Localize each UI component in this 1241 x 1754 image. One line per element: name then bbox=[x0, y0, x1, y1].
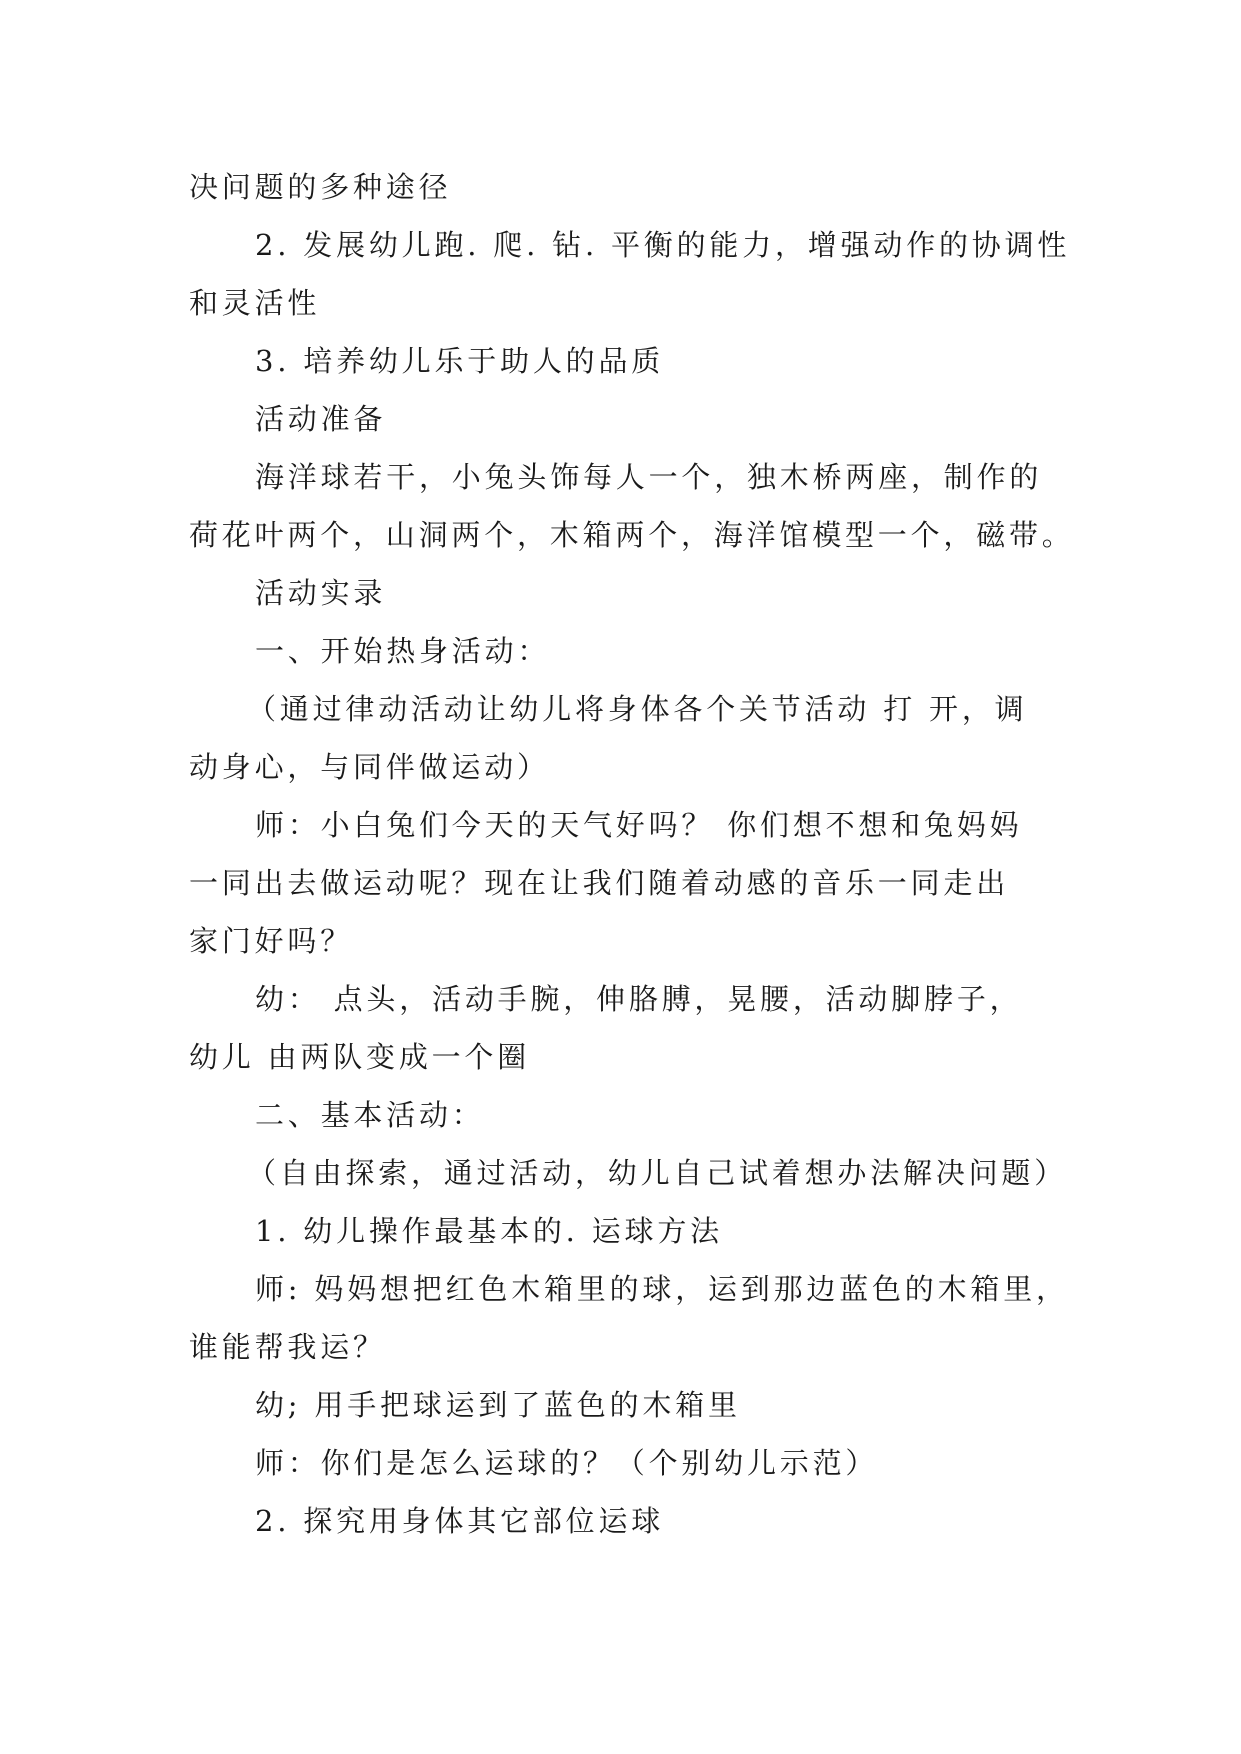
paragraph-line: 家门好吗？ bbox=[189, 924, 354, 958]
paragraph-line: 幼： 点头，活动手腕，伸胳膊，晃腰，活动脚脖子， bbox=[255, 982, 1023, 1016]
section-heading: 活动实录 bbox=[255, 576, 387, 610]
section-heading: 活动准备 bbox=[255, 402, 387, 436]
paragraph-line: 幼儿 由两队变成一个圈 bbox=[189, 1040, 531, 1074]
paragraph-line: 2. 发展幼儿跑. 爬. 钻. 平衡的能力，增强动作的协调性 bbox=[255, 228, 1071, 262]
paragraph-line: 幼; 用手把球运到了蓝色的木箱里 bbox=[255, 1388, 741, 1422]
paragraph-line: （通过律动活动让幼儿将身体各个关节活动 打 开，调 bbox=[247, 692, 1028, 726]
section-heading: 一、开始热身活动： bbox=[255, 634, 551, 668]
paragraph-line: 决问题的多种途径 bbox=[189, 170, 452, 204]
paragraph-line: 师：你们是怎么运球的？（个别幼儿示范） bbox=[255, 1446, 879, 1480]
paragraph-line: 2. 探究用身体其它部位运球 bbox=[255, 1504, 665, 1538]
paragraph-line: 师：小白兔们今天的天气好吗？ 你们想不想和兔妈妈 bbox=[255, 808, 1023, 842]
section-heading: 二、基本活动： bbox=[255, 1098, 485, 1132]
paragraph-line: 1. 幼儿操作最基本的. 运球方法 bbox=[255, 1214, 723, 1248]
paragraph-line: （自由探索，通过活动，幼儿自己试着想办法解决问题） bbox=[247, 1156, 1068, 1190]
paragraph-line: 和灵活性 bbox=[189, 286, 321, 320]
paragraph-line: 3. 培养幼儿乐于助人的品质 bbox=[255, 344, 665, 378]
paragraph-line: 荷花叶两个，山洞两个，木箱两个，海洋馆模型一个，磁带。 bbox=[189, 518, 1075, 552]
paragraph-line: 一同出去做运动呢？现在让我们随着动感的音乐一同走出 bbox=[189, 866, 1010, 900]
paragraph-line: 师: 妈妈想把红色木箱里的球，运到那边蓝色的木箱里， bbox=[255, 1272, 1069, 1306]
paragraph-line: 谁能帮我运？ bbox=[189, 1330, 386, 1364]
paragraph-line: 动身心，与同伴做运动） bbox=[189, 750, 550, 784]
paragraph-line: 海洋球若干，小兔头饰每人一个，独木桥两座，制作的 bbox=[255, 460, 1043, 494]
